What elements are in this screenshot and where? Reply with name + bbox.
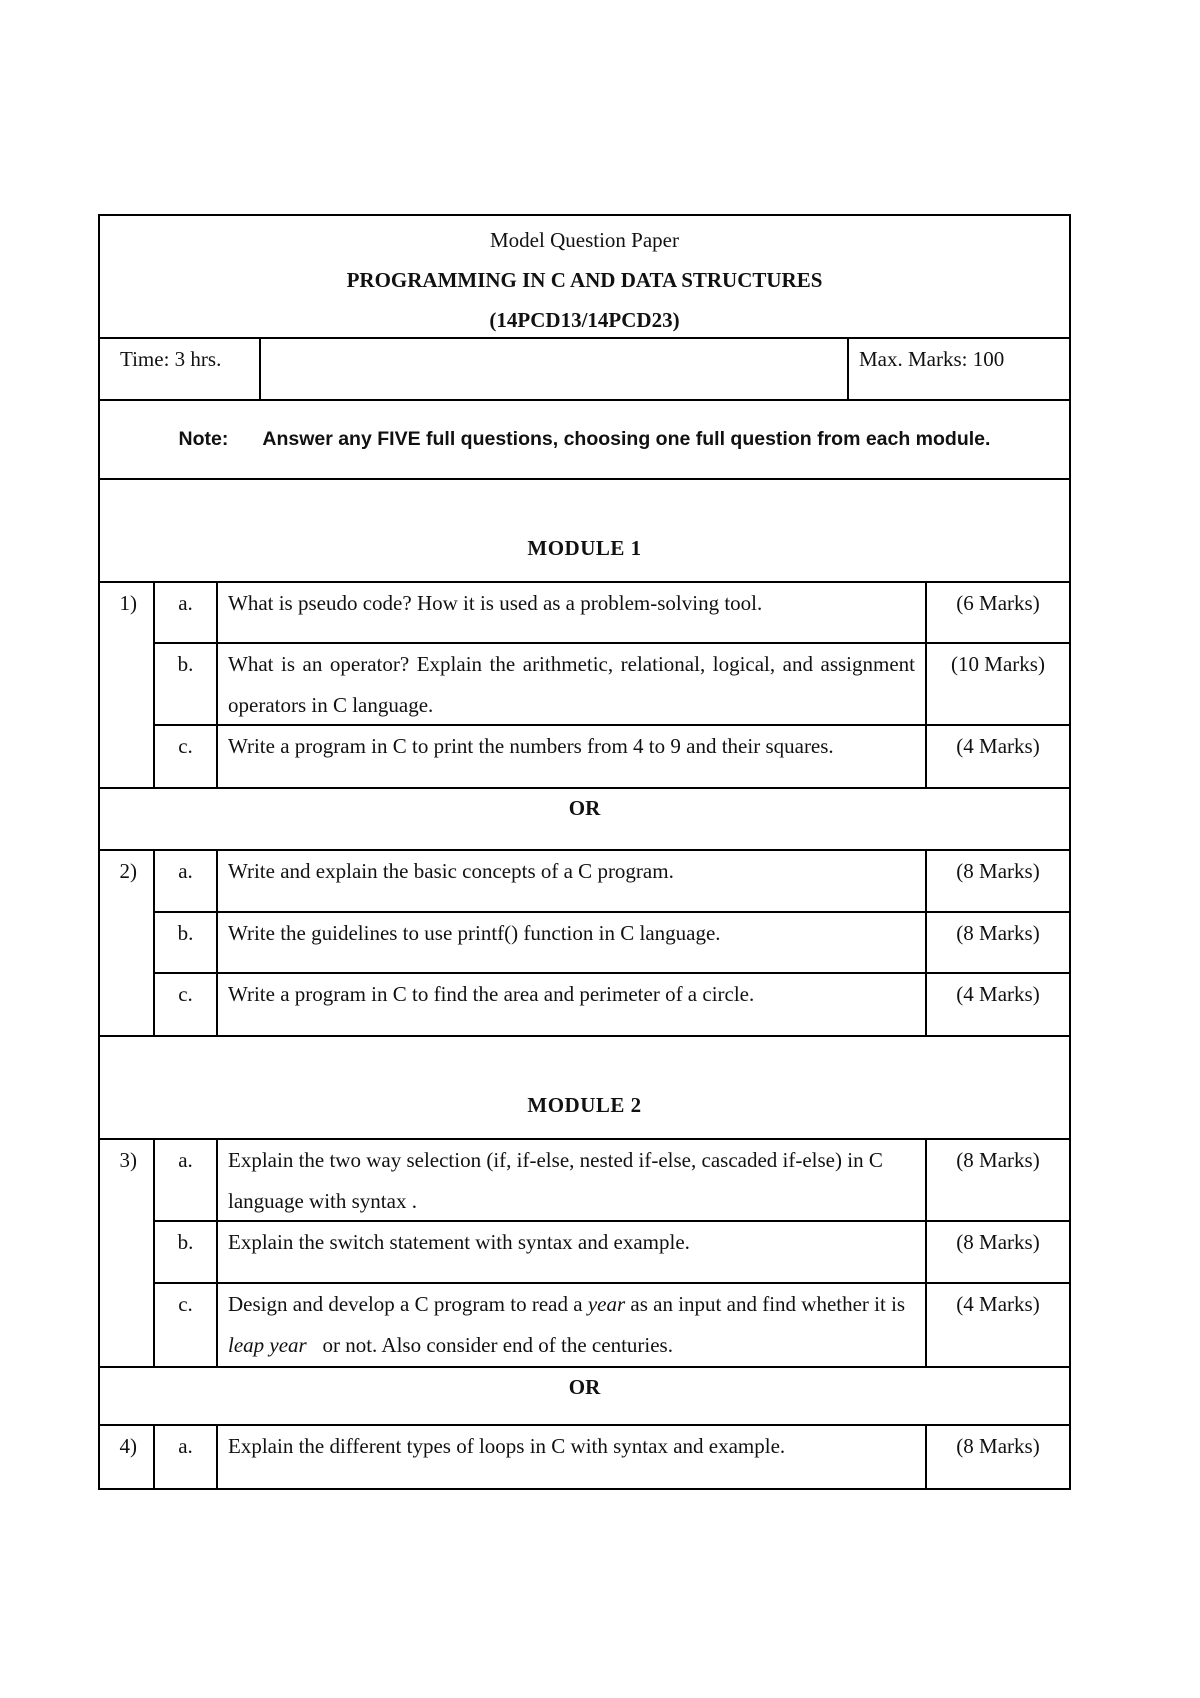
part-letter: a. — [155, 1426, 218, 1488]
question-part — [155, 1222, 1069, 1284]
time-marks-row — [100, 339, 1069, 401]
part-text: Explain the two way selection (if, if-else, nested if-else, cascaded if-else) in C language with syntax . — [218, 1140, 927, 1220]
module-2-heading — [100, 1037, 1069, 1140]
part-letter: b. — [155, 644, 218, 724]
part-letter: b. — [155, 913, 218, 972]
part-text: Explain the switch statement with syntax and example. — [218, 1222, 927, 1282]
question-part — [155, 851, 1069, 913]
question-part — [155, 913, 1069, 974]
part-marks: (8 Marks) — [956, 1148, 1040, 1172]
part-marks: (4 Marks) — [956, 734, 1040, 758]
question-paper — [98, 214, 1071, 1490]
question-part — [155, 1140, 1069, 1222]
part-text-segment: Design and develop a C program to read a — [228, 1292, 588, 1316]
question-number: 1) — [100, 583, 155, 787]
part-text: What is an operator? Explain the arithmetic, relational, logical, and assignment operators in C language. — [218, 644, 927, 724]
part-marks: (4 Marks) — [956, 1292, 1040, 1316]
subject-code: (14PCD13/14PCD23) — [489, 308, 680, 332]
part-text-emphasis: year — [587, 1292, 626, 1316]
part-text-segment: as an input and find whether it is — [625, 1292, 906, 1316]
question-number: 2) — [100, 851, 155, 1035]
question-part — [155, 974, 1069, 1035]
part-text: Write and explain the basic concepts of a C program. — [218, 851, 927, 911]
part-letter: a. — [155, 851, 218, 911]
note-text: Answer any FIVE full questions, choosing one full question from each module. — [262, 428, 991, 450]
part-text: Write the guidelines to use printf() function in C language. — [218, 913, 927, 972]
question-number: 4) — [100, 1426, 155, 1488]
part-marks: (8 Marks) — [956, 1230, 1040, 1254]
question-2 — [100, 851, 1069, 1037]
part-marks: (8 Marks) — [956, 1434, 1040, 1458]
instructions-note — [100, 401, 1069, 480]
or-separator — [100, 789, 1069, 851]
time-allowed: Time: 3 hrs. — [100, 339, 261, 399]
question-number: 3) — [100, 1140, 155, 1366]
part-letter: c. — [155, 1284, 218, 1366]
question-3 — [100, 1140, 1069, 1368]
or-label: OR — [568, 796, 601, 820]
question-part — [155, 583, 1069, 644]
note-label: Note: — [178, 428, 229, 450]
question-1 — [100, 583, 1069, 789]
part-text-segment: or not. Also consider end of the centuries. — [306, 1333, 673, 1357]
part-text: What is pseudo code? How it is used as a problem-solving tool. — [218, 583, 927, 642]
part-text: Explain the different types of loops in C with syntax and example. — [218, 1426, 927, 1488]
part-marks: (8 Marks) — [956, 921, 1040, 945]
module-title: MODULE 1 — [527, 536, 642, 560]
part-text-emphasis: leap year — [228, 1333, 307, 1357]
part-marks: (6 Marks) — [956, 591, 1040, 615]
part-marks: (4 Marks) — [956, 982, 1040, 1006]
max-marks: Max. Marks: 100 — [859, 347, 1005, 371]
part-text: Write a program in C to find the area and perimeter of a circle. — [218, 974, 927, 1035]
blank-cell — [261, 339, 849, 399]
part-letter: b. — [155, 1222, 218, 1282]
or-separator — [100, 1368, 1069, 1426]
part-text: Write a program in C to print the numbers from 4 to 9 and their squares. — [218, 726, 927, 787]
part-letter: a. — [155, 583, 218, 642]
question-paper-table — [98, 214, 1071, 1490]
paper-header — [100, 216, 1069, 339]
part-letter: c. — [155, 726, 218, 787]
part-marks: (10 Marks) — [951, 652, 1045, 676]
part-letter: a. — [155, 1140, 218, 1220]
part-marks: (8 Marks) — [956, 859, 1040, 883]
or-label: OR — [568, 1375, 601, 1399]
question-part — [155, 644, 1069, 726]
question-part — [155, 726, 1069, 787]
part-text — [218, 1284, 927, 1366]
question-part — [155, 1426, 1069, 1488]
question-part — [155, 1284, 1069, 1366]
paper-type: Model Question Paper — [490, 228, 679, 252]
question-4 — [100, 1426, 1069, 1490]
module-1-heading — [100, 480, 1069, 583]
subject-title: PROGRAMMING IN C AND DATA STRUCTURES — [346, 268, 823, 292]
part-letter: c. — [155, 974, 218, 1035]
module-title: MODULE 2 — [527, 1093, 642, 1117]
